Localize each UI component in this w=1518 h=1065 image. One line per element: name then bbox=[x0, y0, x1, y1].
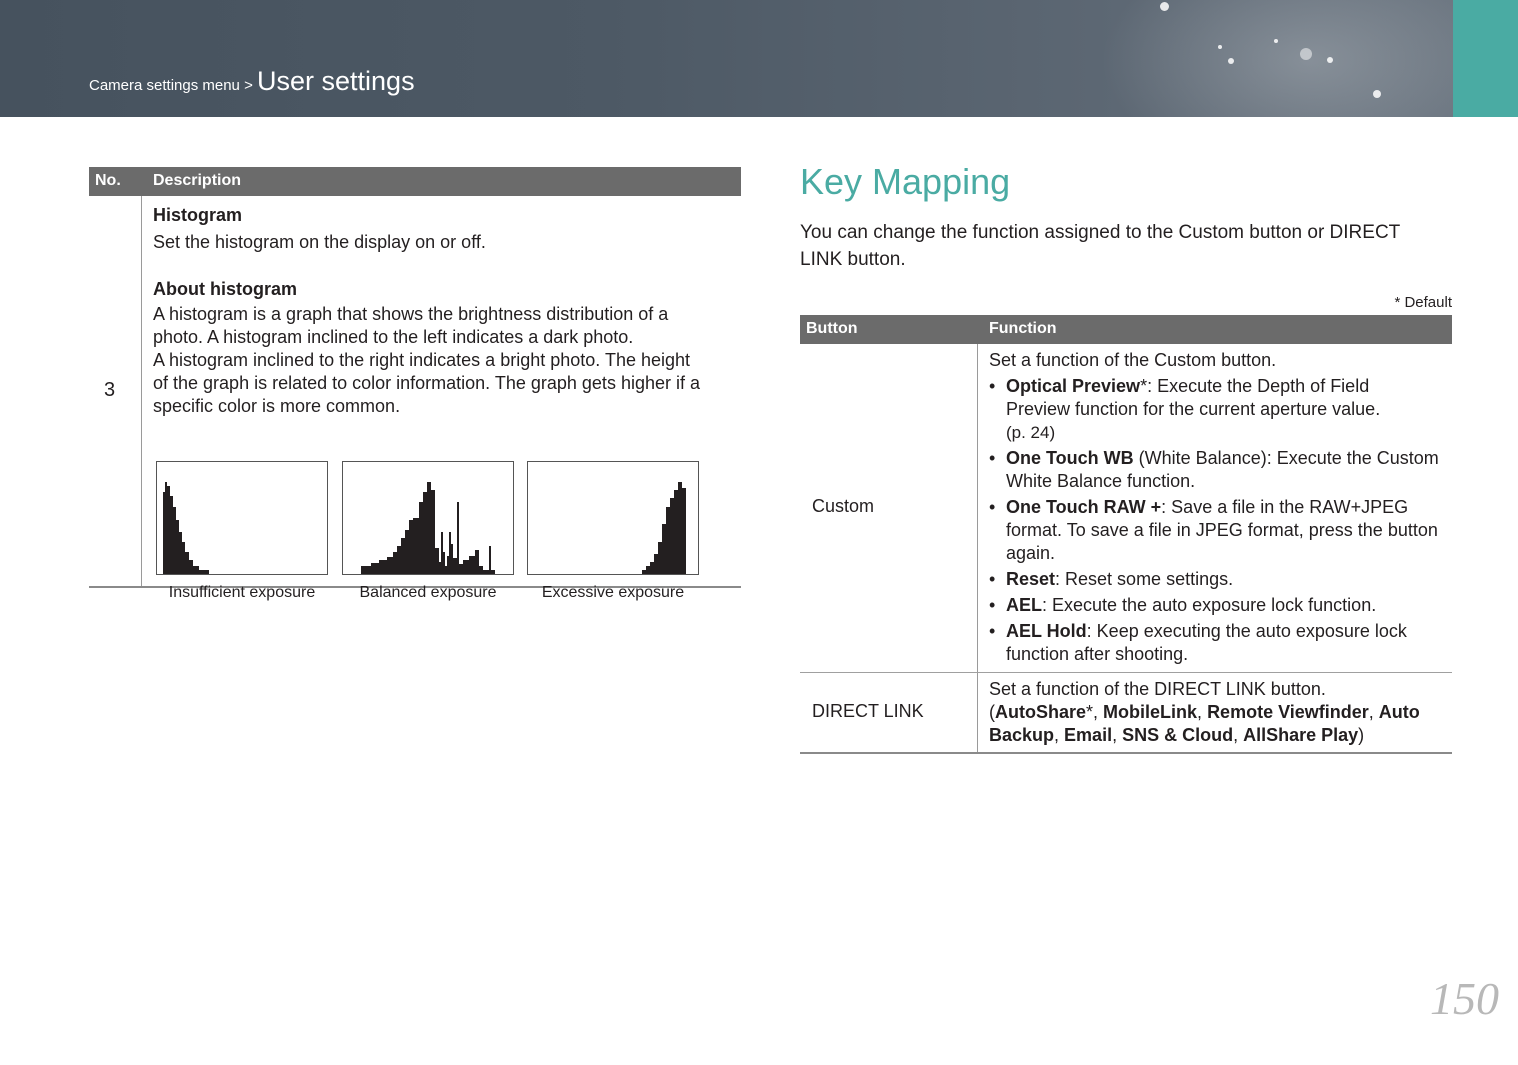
default-note: * Default bbox=[1394, 294, 1452, 311]
option-autoshare: AutoShare bbox=[995, 702, 1087, 722]
option-text: : Execute the auto exposure lock function. bbox=[1042, 595, 1377, 615]
row-description bbox=[153, 204, 733, 418]
histogram-excessive-image bbox=[527, 461, 699, 575]
custom-function-description bbox=[989, 349, 1445, 666]
col-header-button: Button bbox=[806, 320, 858, 337]
header-sparkle bbox=[1300, 48, 1312, 60]
about-line: A histogram inclined to the right indicates a bright photo. The height bbox=[153, 350, 691, 370]
list-item bbox=[989, 447, 1445, 493]
page-reference: (p. 24) bbox=[1006, 423, 1056, 442]
column-divider bbox=[977, 673, 978, 752]
option-text: format. To save a file in JPEG format, press the button bbox=[1006, 520, 1438, 540]
col-header-description: Description bbox=[153, 172, 242, 189]
key-mapping-table bbox=[800, 315, 1452, 754]
header-accent-tab bbox=[1453, 0, 1518, 117]
direct-link-function-description bbox=[989, 678, 1445, 747]
button-label-custom: Custom bbox=[812, 496, 875, 516]
default-mark: * bbox=[1086, 702, 1094, 722]
intro-line: You can change the function assigned to the Custom button or DIRECT bbox=[800, 222, 1401, 243]
about-line: photo. A histogram inclined to the left indicates a dark photo. bbox=[153, 327, 634, 347]
option-mobilelink: MobileLink bbox=[1103, 702, 1198, 722]
option-auto-backup: Backup bbox=[989, 725, 1055, 745]
page-header bbox=[0, 0, 1518, 117]
table-header bbox=[89, 167, 741, 196]
default-mark: * bbox=[1140, 376, 1148, 396]
table-row-direct-link bbox=[800, 673, 1452, 754]
header-sparkle bbox=[1274, 39, 1278, 43]
option-optical-preview: Optical Preview bbox=[1006, 376, 1141, 396]
column-divider bbox=[977, 344, 978, 672]
option-one-touch-wb: One Touch WB bbox=[1006, 448, 1134, 468]
histogram-table bbox=[89, 167, 741, 601]
col-header-no: No. bbox=[95, 172, 121, 189]
option-ael-hold: AEL Hold bbox=[1006, 621, 1087, 641]
option-remote-viewfinder: Remote Viewfinder bbox=[1207, 702, 1369, 722]
paren: ) bbox=[1358, 725, 1365, 745]
about-line: specific color is more common. bbox=[153, 396, 401, 416]
option-text: : Save a file in the RAW+JPEG bbox=[1161, 497, 1409, 517]
option-one-touch-raw: One Touch RAW + bbox=[1006, 497, 1162, 517]
breadcrumb bbox=[89, 66, 415, 97]
about-histogram-title: About histogram bbox=[153, 279, 297, 299]
separator: , bbox=[1233, 725, 1244, 745]
header-sparkle bbox=[1218, 45, 1222, 49]
header-sparkle bbox=[1327, 57, 1333, 63]
breadcrumb-separator: > bbox=[239, 77, 258, 94]
table-row bbox=[89, 196, 741, 601]
histogram-caption: Excessive exposure bbox=[541, 584, 685, 601]
header-sparkle bbox=[1373, 90, 1381, 98]
page-number: 150 bbox=[1430, 973, 1499, 1024]
option-ael: AEL bbox=[1006, 595, 1042, 615]
list-item bbox=[989, 620, 1445, 666]
histogram-caption: Insufficient exposure bbox=[168, 584, 316, 601]
list-item bbox=[989, 594, 1445, 617]
separator: , bbox=[1093, 702, 1104, 722]
about-line: A histogram is a graph that shows the brightness distribution of a bbox=[153, 304, 669, 324]
histogram-caption: Balanced exposure bbox=[359, 584, 497, 601]
option-reset: Reset bbox=[1006, 569, 1056, 589]
col-header-function: Function bbox=[989, 320, 1057, 337]
list-item bbox=[989, 375, 1445, 444]
separator: , bbox=[1368, 702, 1379, 722]
option-text: : Execute the Depth of Field bbox=[1147, 376, 1370, 396]
list-item bbox=[989, 568, 1445, 591]
option-text: (White Balance): Execute the Custom bbox=[1133, 448, 1439, 468]
intro-line: LINK button. bbox=[800, 249, 906, 270]
option-text: function after shooting. bbox=[1006, 644, 1189, 664]
option-text: Preview function for the current aperture value. bbox=[1006, 399, 1381, 419]
separator: , bbox=[1054, 725, 1065, 745]
histogram-insufficient-image bbox=[156, 461, 328, 575]
custom-intro: Set a function of the Custom button. bbox=[989, 350, 1277, 370]
column-divider bbox=[141, 196, 142, 586]
breadcrumb-parent: Camera settings menu bbox=[89, 77, 240, 94]
option-sns-cloud: SNS & Cloud bbox=[1122, 725, 1234, 745]
button-label-direct-link: DIRECT LINK bbox=[812, 701, 924, 721]
breadcrumb-current: User settings bbox=[257, 66, 415, 96]
option-text: again. bbox=[1006, 543, 1056, 563]
header-sparkle bbox=[1160, 2, 1169, 11]
option-allshare-play: AllShare Play bbox=[1243, 725, 1359, 745]
separator: , bbox=[1197, 702, 1208, 722]
histogram-text: Set the histogram on the display on or off. bbox=[153, 232, 486, 252]
list-item bbox=[989, 496, 1445, 565]
about-line: of the graph is related to color information. The graph gets higher if a bbox=[153, 373, 700, 393]
section-intro bbox=[800, 219, 1450, 273]
option-text: : Reset some settings. bbox=[1055, 569, 1234, 589]
separator: , bbox=[1112, 725, 1123, 745]
option-auto-backup: Auto bbox=[1378, 702, 1420, 722]
table-row-custom bbox=[800, 344, 1452, 673]
direct-link-intro: Set a function of the DIRECT LINK button. bbox=[989, 679, 1326, 699]
section-title: Key Mapping bbox=[800, 161, 1011, 202]
histogram-title: Histogram bbox=[153, 205, 243, 225]
row-number: 3 bbox=[104, 379, 116, 401]
table-header bbox=[800, 315, 1452, 344]
header-sparkle bbox=[1228, 58, 1234, 64]
option-text: : Keep executing the auto exposure lock bbox=[1086, 621, 1407, 641]
paren: ( bbox=[989, 702, 995, 722]
option-email: Email bbox=[1064, 725, 1113, 745]
option-text: White Balance function. bbox=[1006, 471, 1196, 491]
histogram-balanced-image bbox=[342, 461, 514, 575]
